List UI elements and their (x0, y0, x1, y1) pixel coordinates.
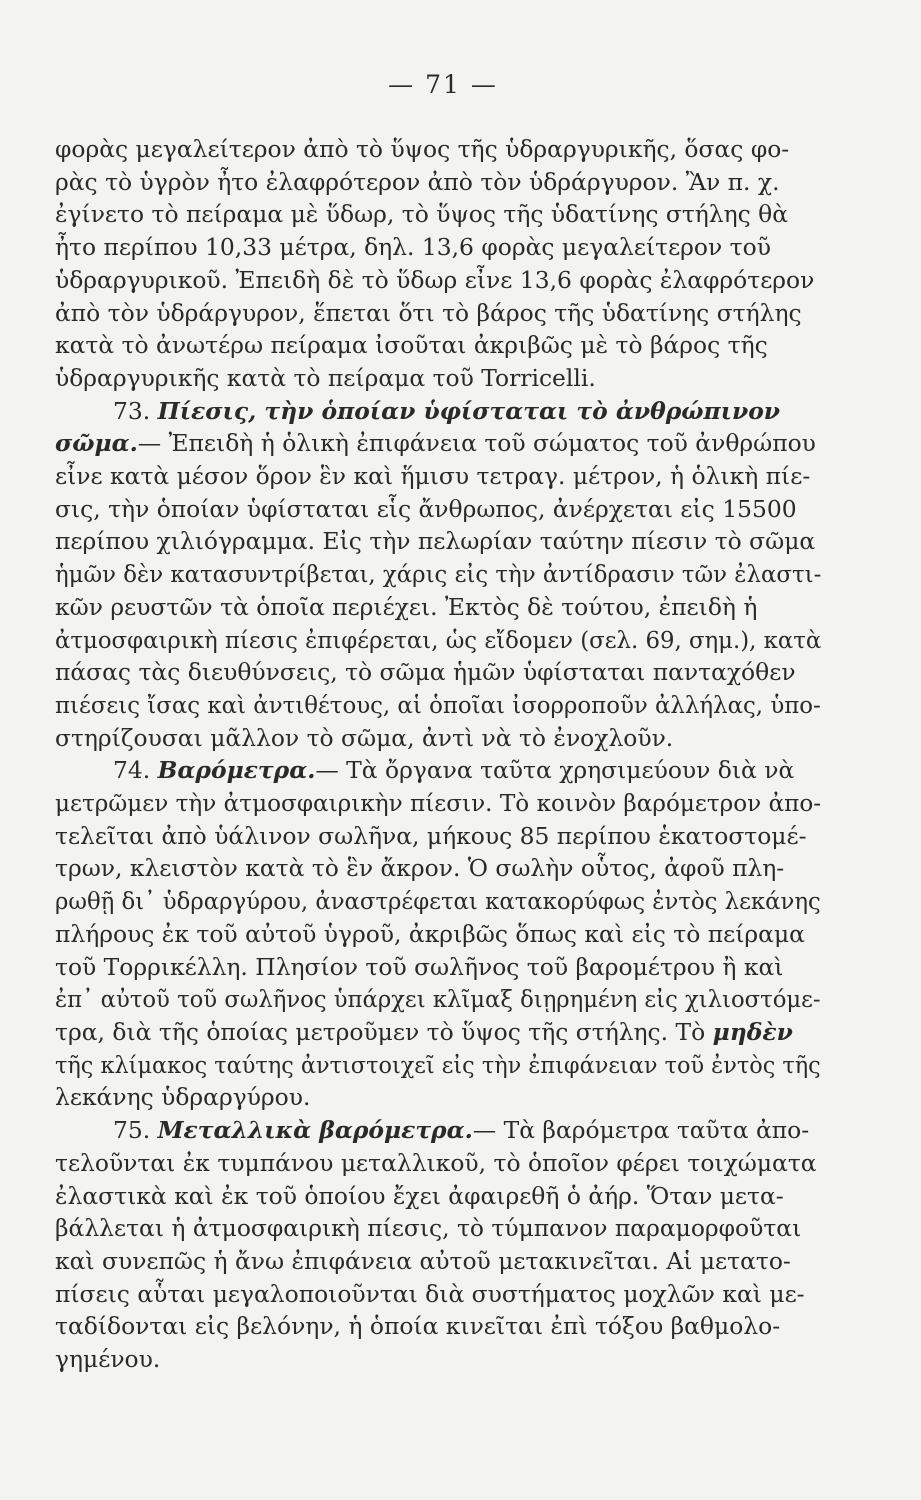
text-line: πίσεις αὗται μεγαλοποιοῦνται διὰ συστήματος μοχλῶν καὶ με- (55, 1279, 805, 1308)
page-number: — 71 — (388, 70, 498, 99)
text-line: ἐλαστικὰ καὶ ἐκ τοῦ ὁποίου ἔχει ἀφαιρεθῆ ὁ ἀήρ. Ὅταν μετα- (55, 1181, 784, 1210)
section-75 (55, 1114, 821, 1376)
text-line-rest: — Τὰ βαρόμετρα ταῦτα ἀπο- (472, 1116, 810, 1145)
text-line: φορὰς μεγαλείτερον ἀπὸ τὸ ὕψος τῆς ὑδραργυρικῆς, ὅσας φο- (55, 135, 790, 163)
text-line: τρων, κλειστὸν κατὰ τὸ ἓν ἄκρον. Ὁ σωλὴν οὗτος, ἀφοῦ πλη- (55, 854, 785, 883)
text-line: ἀπὸ τὸν ὑδράργυρον, ἕπεται ὅτι τὸ βάρος τῆς ὑδατίνης στήλης (55, 298, 802, 327)
section-heading-cont: σῶμα. (55, 429, 138, 458)
text-line: εἶνε κατὰ μέσον ὅρον ἓν καὶ ἥμισυ τετραγ. μέτρον, ἡ ὁλικὴ πίε- (55, 462, 811, 491)
text-line: τῆς κλίμακος ταύτης ἀντιστοιχεῖ εἰς τὴν ἐπιφάνειαν τοῦ ἐντὸς τῆς (55, 1050, 821, 1079)
text-line: τελεῖται ἀπὸ ὑάλινον σωλῆνα, μήκους 85 περίπου ἑκατοστομέ- (55, 821, 807, 850)
section-heading: Μεταλλικὰ βαρόμετρα. (157, 1116, 473, 1145)
text-line-rest: — Ἐπειδὴ ἡ ὁλικὴ ἐπιφάνεια τοῦ σώματος τοῦ ἀνθρώπου (137, 429, 816, 458)
text-line: γημένου. (55, 1345, 161, 1374)
text-line (55, 1016, 821, 1049)
text-line: κατὰ τὸ ἀνωτέρω πείραμα ἰσοῦται ἀκριβῶς μὲ τὸ βάρος τῆς (55, 331, 768, 360)
text-line: καὶ συνεπῶς ἡ ἄνω ἐπιφάνεια αὐτοῦ μετακινεῖται. Αἱ μετατο- (55, 1246, 791, 1275)
section-heading: Βαρόμετρα. (157, 756, 316, 785)
text-line: σις, τὴν ὁποίαν ὑφίσταται εἷς ἄνθρωπος, ἀνέρχεται εἰς 15500 (55, 494, 797, 523)
text-line: μετρῶμεν τὴν ἀτμοσφαιρικὴν πίεσιν. Τὸ κοινὸν βαρόμετρον ἀπο- (55, 789, 822, 818)
text-line: ὑδραργυρικοῦ. Ἐπειδὴ δὲ τὸ ὕδωρ εἶνε 13,6 φορὰς ἐλαφρότερον (55, 265, 815, 294)
text-line: πάσας τὰς διευθύνσεις, τὸ σῶμα ἡμῶν ὑφίσταται πανταχόθεν (55, 658, 796, 687)
text-line: στηρίζουσαι μᾶλλον τὸ σῶμα, ἀντὶ νὰ τὸ ἐνοχλοῦν. (55, 723, 674, 752)
text-line-rest: — Τὰ ὄργανα ταῦτα χρησιμεύουν διὰ νὰ (315, 756, 795, 785)
text-line: βάλλεται ἡ ἀτμοσφαιρικὴ πίεσις, τὸ τύμπανον παραμορφοῦται (55, 1214, 802, 1243)
emphasized-word: μηδὲν (712, 1017, 793, 1046)
text-line: κῶν ρευστῶν τὰ ὁποῖα περιέχει. Ἐκτὸς δὲ τούτου, ἐπειδὴ ἡ (55, 592, 758, 621)
text-line: ἐπ᾿ αὐτοῦ τοῦ σωλῆνος ὑπάρχει κλῖμαξ διῃρημένη εἰς χιλιοστόμε- (55, 985, 821, 1014)
section-74 (55, 754, 821, 1114)
paragraph-continuation (55, 133, 821, 395)
section-73 (55, 395, 821, 755)
text-line: ρὰς τὸ ὑγρὸν ἦτο ἐλαφρότερον ἀπὸ τὸν ὑδράργυρον. Ἂν π. χ. (55, 167, 780, 196)
body-text (55, 133, 821, 1376)
section-heading-line (55, 754, 821, 787)
section-number: 73. (113, 396, 151, 425)
text-line: ὑδραργυρικῆς κατὰ τὸ πείραμα τοῦ Torricelli. (55, 363, 596, 392)
text-line: ἡμῶν δὲν κατασυντρίβεται, χάρις εἰς τὴν ἀντίδρασιν τῶν ἐλαστι- (55, 560, 822, 589)
text-line: ἦτο περίπου 10,33 μέτρα, δηλ. 13,6 φορὰς μεγαλείτερον τοῦ (55, 233, 771, 262)
section-heading-line (55, 1114, 821, 1147)
text-line: ρωθῇ δι᾿ ὑδραργύρου, ἀναστρέφεται κατακορύφως ἐντὸς λεκάνης (55, 887, 821, 916)
section-number: 75. (113, 1116, 151, 1145)
text-line-part: τρα, διὰ τῆς ὁποίας μετροῦμεν τὸ ὕψος τῆς στήλης. Τὸ (55, 1017, 706, 1046)
section-heading-line (55, 395, 821, 428)
text-line: ἐγίνετο τὸ πείραμα μὲ ὕδωρ, τὸ ὕψος τῆς ὑδατίνης στήλης θὰ (55, 200, 789, 229)
text-line: λεκάνης ὑδραργύρου. (55, 1083, 311, 1112)
text-line: ἀτμοσφαιρικὴ πίεσις ἐπιφέρεται, ὡς εἴδομεν (σελ. 69, σημ.), κατὰ (55, 625, 822, 654)
section-number: 74. (113, 756, 151, 785)
text-line: τοῦ Τορρικέλλη. Πλησίον τοῦ σωλῆνος τοῦ βαρομέτρου ἢ καὶ (55, 952, 784, 981)
text-line (55, 427, 821, 460)
text-line: πιέσεις ἴσας καὶ ἀντιθέτους, αἱ ὁποῖαι ἰσορροποῦν ἀλλήλας, ὑπο- (55, 690, 821, 719)
section-heading: Πίεσις, τὴν ὁποίαν ὑφίσταται τὸ ἀνθρώπινον (157, 396, 781, 425)
text-line: ταδίδονται εἰς βελόνην, ἡ ὁποία κινεῖται ἐπὶ τόξου βαθμολο- (55, 1312, 781, 1341)
text-line: περίπου χιλιόγραμμα. Εἰς τὴν πελωρίαν ταύτην πίεσιν τὸ σῶμα (55, 527, 816, 556)
text-line: πλήρους ἐκ τοῦ αὐτοῦ ὑγροῦ, ἀκριβῶς ὅπως καὶ εἰς τὸ πείραμα (55, 919, 805, 948)
text-line: τελοῦνται ἐκ τυμπάνου μεταλλικοῦ, τὸ ὁποῖον φέρει τοιχώματα (55, 1148, 817, 1177)
